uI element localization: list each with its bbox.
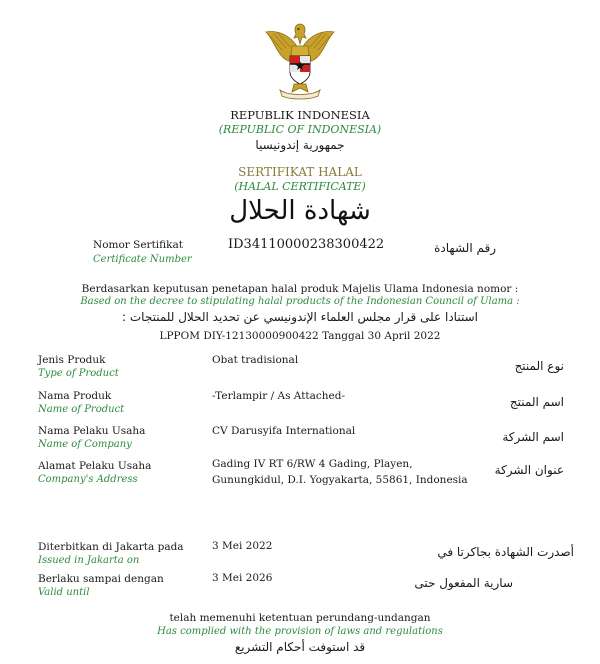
- field-label-en: Company's Address: [38, 474, 138, 485]
- cert-title-ar: شهادة الحلال: [229, 196, 371, 226]
- footer-text: telah memenuhi ketentuan perundang-undangan: [169, 612, 431, 624]
- decree-number: LPPOM DIY-12130000900422 Tanggal 30 April 2022: [159, 330, 441, 342]
- footer-text-en: Has complied with the provision of laws and regulations: [157, 626, 443, 637]
- field-label: Nama Produk: [38, 390, 112, 402]
- field-label-ar: عنوان الشركة: [494, 463, 564, 477]
- field-label-ar: اسم الشركة: [502, 430, 564, 444]
- field-value: CV Darusyifa International: [212, 425, 356, 437]
- date-label-ar: سارية المفعول حتى: [414, 576, 513, 590]
- cert-number-value: ID34110000238300422: [228, 237, 385, 252]
- cert-title-en: (HALAL CERTIFICATE): [234, 180, 366, 193]
- field-value-line2: Gunungkidul, D.I. Yogyakarta, 55861, Indonesia: [212, 474, 468, 486]
- field-label-en: Name of Product: [38, 404, 125, 415]
- decree-text: Berdasarkan keputusan penetapan halal produk Majelis Ulama Indonesia nomor :: [81, 283, 519, 295]
- cert-title: SERTIFIKAT HALAL: [238, 165, 362, 179]
- field-label-ar: نوع المنتج: [514, 359, 564, 373]
- field-label: Alamat Pelaku Usaha: [38, 460, 152, 472]
- republic-title: REPUBLIK INDONESIA: [230, 108, 370, 122]
- republic-title-ar: جمهورية إندونيسيا: [255, 138, 345, 152]
- date-value: 3 Mei 2022: [212, 540, 273, 552]
- date-label: Diterbitkan di Jakarta pada: [38, 541, 184, 553]
- field-label: Nama Pelaku Usaha: [38, 425, 146, 437]
- decree-text-ar: استنادا على قرار مجلس العلماء الإندونيسي عن تحديد الحلال للمنتجات :: [122, 310, 478, 324]
- cert-number-label: Nomor Sertifikat: [93, 239, 183, 251]
- date-value: 3 Mei 2026: [212, 572, 273, 584]
- footer-text-ar: قد استوفت أحكام التشريع: [234, 640, 366, 654]
- date-label-en: Issued in Jakarta on: [38, 555, 140, 566]
- field-value: Gading IV RT 6/RW 4 Gading, Playen,: [212, 458, 413, 470]
- garuda-emblem: [262, 20, 338, 100]
- date-label-ar: أصدرت الشهادة بجاكرتا في: [437, 545, 574, 559]
- cert-number-label-ar: رقم الشهادة: [434, 241, 496, 255]
- field-value: -Terlampir / As Attached-: [212, 390, 346, 402]
- cert-number-label-en: Certificate Number: [93, 254, 192, 265]
- date-label-en: Valid until: [38, 587, 90, 598]
- field-label-en: Type of Product: [38, 368, 119, 379]
- field-value: Obat tradisional: [212, 354, 299, 366]
- field-label: Jenis Produk: [38, 354, 106, 366]
- decree-text-en: Based on the decree to stipulating halal products of the Indonesian Council of Ulama :: [80, 296, 520, 307]
- date-label: Berlaku sampai dengan: [38, 573, 164, 585]
- field-label-ar: اسم المنتج: [509, 395, 564, 409]
- republic-title-en: (REPUBLIC OF INDONESIA): [218, 123, 382, 136]
- field-label-en: Name of Company: [38, 439, 132, 450]
